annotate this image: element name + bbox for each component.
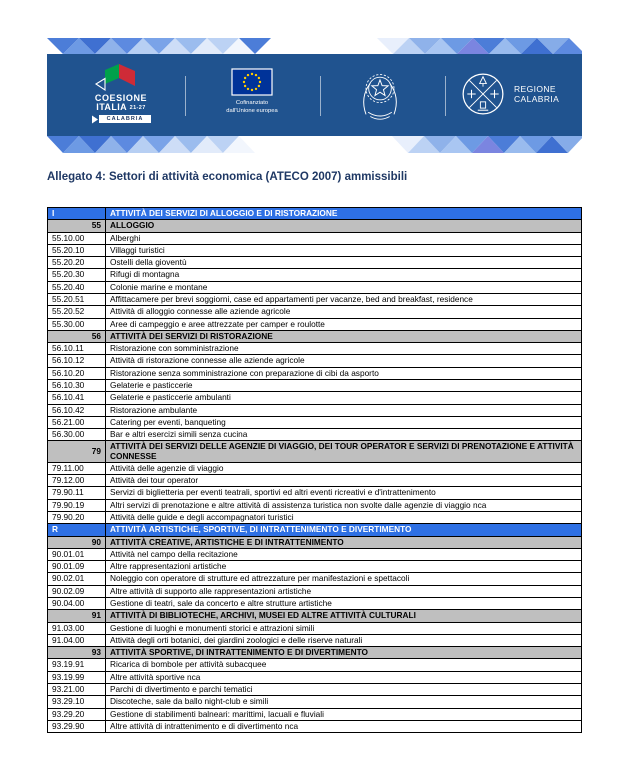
table-row [48, 634, 582, 646]
regione-line2: CALABRIA [514, 94, 560, 104]
table-row [48, 622, 582, 634]
description-cell: Ristorazione ambulante [106, 404, 582, 416]
description-cell: Rifugi di montagna [106, 269, 582, 281]
banner-separator [185, 76, 186, 116]
coesione-italia-logo [75, 61, 167, 124]
table-row [48, 487, 582, 499]
description-cell: Parchi di divertimento e parchi tematici [106, 683, 582, 695]
description-cell: Ostelli della gioventù [106, 257, 582, 269]
table-row [48, 367, 582, 379]
description-cell: Discoteche, sale da ballo night-club e simili [106, 696, 582, 708]
code-cell: 93.21.00 [48, 683, 106, 695]
table-row [48, 404, 582, 416]
description-cell: Altri servizi di prenotazione e altre attività di assistenza turistica non svolte dalle agenzie di viaggio nca [106, 499, 582, 511]
code-cell: 93.29.10 [48, 696, 106, 708]
code-cell: 55.20.20 [48, 257, 106, 269]
description-cell: Attività di ristorazione connesse alle aziende agricole [106, 355, 582, 367]
code-cell: 91 [48, 610, 106, 622]
italy-emblem-icon [353, 67, 407, 123]
description-cell: Colonie marine e montane [106, 281, 582, 293]
code-cell: 93.29.20 [48, 708, 106, 720]
table-row [48, 610, 582, 622]
banner-separator [320, 76, 321, 116]
table-row [48, 208, 582, 220]
table-row [48, 720, 582, 732]
page-title: Allegato 4: Settori di attività economica (ATECO 2007) ammissibili [47, 171, 408, 183]
code-cell: 79.12.00 [48, 475, 106, 487]
regione-calabria-icon [460, 71, 506, 117]
description-cell: Ristorazione con somministrazione [106, 343, 582, 355]
description-cell: ALLOGGIO [106, 220, 582, 232]
ateco-table-body [48, 208, 582, 733]
code-cell: 90.04.00 [48, 598, 106, 610]
description-cell: ATTIVITÀ DEI SERVIZI DELLE AGENZIE DI VIAGGIO, DEI TOUR OPERATOR E SERVIZI DI PRENOTAZIONE E ATTIVITÀ CONNESSE [106, 441, 582, 463]
description-cell: Gelaterie e pasticcerie [106, 379, 582, 391]
table-row [48, 598, 582, 610]
description-cell: Villaggi turistici [106, 244, 582, 256]
table-row [48, 548, 582, 560]
table-row [48, 671, 582, 683]
table-row [48, 708, 582, 720]
ateco-table [47, 207, 582, 733]
description-cell: Servizi di biglietteria per eventi teatrali, sportivi ed altri eventi ricreativi e d'intrattenimento [106, 487, 582, 499]
code-cell: 55 [48, 220, 106, 232]
table-row [48, 441, 582, 463]
description-cell: Gestione di teatri, sale da concerto e altre strutture artistiche [106, 598, 582, 610]
code-cell: 79.90.19 [48, 499, 106, 511]
table-row [48, 293, 582, 305]
table-row [48, 499, 582, 511]
description-cell: Affittacamere per brevi soggiorni, case ed appartamenti per vacanze, bed and breakfast, residence [106, 293, 582, 305]
description-cell: ATTIVITÀ DI BIBLIOTECHE, ARCHIVI, MUSEI ED ALTRE ATTIVITÀ CULTURALI [106, 610, 582, 622]
calabria-badge [91, 115, 152, 124]
description-cell: Noleggio con operatore di strutture ed attrezzature per manifestazioni e spettacoli [106, 573, 582, 585]
description-cell: Attività delle agenzie di viaggio [106, 462, 582, 474]
coesione-logo-text [95, 94, 147, 113]
table-row [48, 524, 582, 536]
description-cell: ATTIVITÀ ARTISTICHE, SPORTIVE, DI INTRATTENIMENTO E DIVERTIMENTO [106, 524, 582, 536]
table-row [48, 269, 582, 281]
table-row [48, 512, 582, 524]
regione-line1: REGIONE [514, 83, 557, 94]
coesione-logo-icon [92, 61, 150, 93]
code-cell: 56.10.11 [48, 343, 106, 355]
eu-caption-line2: dall'Unione europea [226, 107, 278, 114]
table-row [48, 318, 582, 330]
description-cell: Attività delle guide e degli accompagnatori turistici [106, 512, 582, 524]
code-cell: 90.02.09 [48, 585, 106, 597]
code-cell: 91.03.00 [48, 622, 106, 634]
description-cell: Aree di campeggio e aree attrezzate per camper e roulotte [106, 318, 582, 330]
description-cell: Altre attività sportive nca [106, 671, 582, 683]
table-row [48, 220, 582, 232]
code-cell: 56.30.00 [48, 429, 106, 441]
table-row [48, 659, 582, 671]
header-banner [47, 38, 582, 153]
table-row [48, 306, 582, 318]
code-cell: 90.02.01 [48, 573, 106, 585]
description-cell: Altre rappresentazioni artistiche [106, 561, 582, 573]
code-cell: 56.10.41 [48, 392, 106, 404]
description-cell: Bar e altri esercizi simili senza cucina [106, 429, 582, 441]
badge-arrow-icon [91, 115, 99, 124]
description-cell: ATTIVITÀ CREATIVE, ARTISTICHE E DI INTRATTENIMENTO [106, 536, 582, 548]
table-row [48, 561, 582, 573]
table-row [48, 647, 582, 659]
table-row [48, 683, 582, 695]
code-cell: 55.20.30 [48, 269, 106, 281]
table-row [48, 585, 582, 597]
eu-flag-logo [210, 68, 294, 116]
eu-caption-line1: Cofinanziato [235, 100, 269, 106]
code-cell: 55.10.00 [48, 232, 106, 244]
table-row [48, 257, 582, 269]
code-cell: 93.29.90 [48, 720, 106, 732]
code-cell: 79.90.11 [48, 487, 106, 499]
code-cell: 56.10.20 [48, 367, 106, 379]
description-cell: Altre attività di supporto alle rappresentazioni artistiche [106, 585, 582, 597]
mosaic-pattern-bottom [47, 136, 582, 153]
code-cell: 79 [48, 441, 106, 463]
code-cell: 55.20.40 [48, 281, 106, 293]
code-cell: 90.01.09 [48, 561, 106, 573]
code-cell: 90 [48, 536, 106, 548]
coesione-line1: COESIONE [94, 93, 148, 103]
eu-flag-icon [231, 68, 273, 96]
regione-calabria-logo [460, 71, 559, 117]
code-cell: I [48, 208, 106, 220]
table-row [48, 573, 582, 585]
banner-separator [445, 76, 446, 116]
description-cell: ATTIVITÀ DEI SERVIZI DI RISTORAZIONE [106, 330, 582, 342]
description-cell: Catering per eventi, banqueting [106, 416, 582, 428]
description-cell: Attività degli orti botanici, dei giardini zoologici e delle riserve naturali [106, 634, 582, 646]
code-cell: 56.10.12 [48, 355, 106, 367]
code-cell: 90.01.01 [48, 548, 106, 560]
description-cell: Altre attività di intrattenimento e di divertimento nca [106, 720, 582, 732]
code-cell: 91.04.00 [48, 634, 106, 646]
description-cell: Ristorazione senza somministrazione con preparazione di cibi da asporto [106, 367, 582, 379]
description-cell: ATTIVITÀ SPORTIVE, DI INTRATTENIMENTO E DI DIVERTIMENTO [106, 647, 582, 659]
description-cell: Gelaterie e pasticcerie ambulanti [106, 392, 582, 404]
coesione-years: 21-27 [129, 105, 146, 112]
code-cell: 55.20.51 [48, 293, 106, 305]
code-cell: 93 [48, 647, 106, 659]
eu-flag-caption [226, 100, 277, 116]
code-cell: 79.90.20 [48, 512, 106, 524]
table-row [48, 696, 582, 708]
table-row [48, 536, 582, 548]
description-cell: Gestione di stabilimenti balneari: marittimi, lacuali e fluviali [106, 708, 582, 720]
banner-strip [47, 54, 582, 136]
description-cell: Attività dei tour operator [106, 475, 582, 487]
table-row [48, 281, 582, 293]
description-cell: Attività nel campo della recitazione [106, 548, 582, 560]
table-row [48, 244, 582, 256]
description-cell: Ricarica di bombole per attività subacquee [106, 659, 582, 671]
mosaic-pattern-top [47, 38, 582, 54]
code-cell: 93.19.91 [48, 659, 106, 671]
table-row [48, 416, 582, 428]
code-cell: 55.20.52 [48, 306, 106, 318]
code-cell: R [48, 524, 106, 536]
code-cell: 55.20.10 [48, 244, 106, 256]
code-cell: 56 [48, 330, 106, 342]
description-cell: Attività di alloggio connesse alle aziende agricole [106, 306, 582, 318]
table-row [48, 462, 582, 474]
code-cell: 56.10.42 [48, 404, 106, 416]
table-row [48, 232, 582, 244]
regione-calabria-text [514, 84, 559, 104]
table-row [48, 475, 582, 487]
table-row [48, 355, 582, 367]
description-cell: Gestione di luoghi e monumenti storici e attrazioni simili [106, 622, 582, 634]
table-row [48, 379, 582, 391]
table-row [48, 429, 582, 441]
table-row [48, 330, 582, 342]
description-cell: ATTIVITÀ DEI SERVIZI DI ALLOGGIO E DI RISTORAZIONE [106, 208, 582, 220]
description-cell: Alberghi [106, 232, 582, 244]
code-cell: 93.19.99 [48, 671, 106, 683]
code-cell: 56.10.30 [48, 379, 106, 391]
code-cell: 56.21.00 [48, 416, 106, 428]
table-row [48, 392, 582, 404]
code-cell: 79.11.00 [48, 462, 106, 474]
coesione-line2: ITALIA [96, 102, 127, 113]
table-row [48, 343, 582, 355]
calabria-badge-label: CALABRIA [99, 115, 152, 123]
code-cell: 55.30.00 [48, 318, 106, 330]
